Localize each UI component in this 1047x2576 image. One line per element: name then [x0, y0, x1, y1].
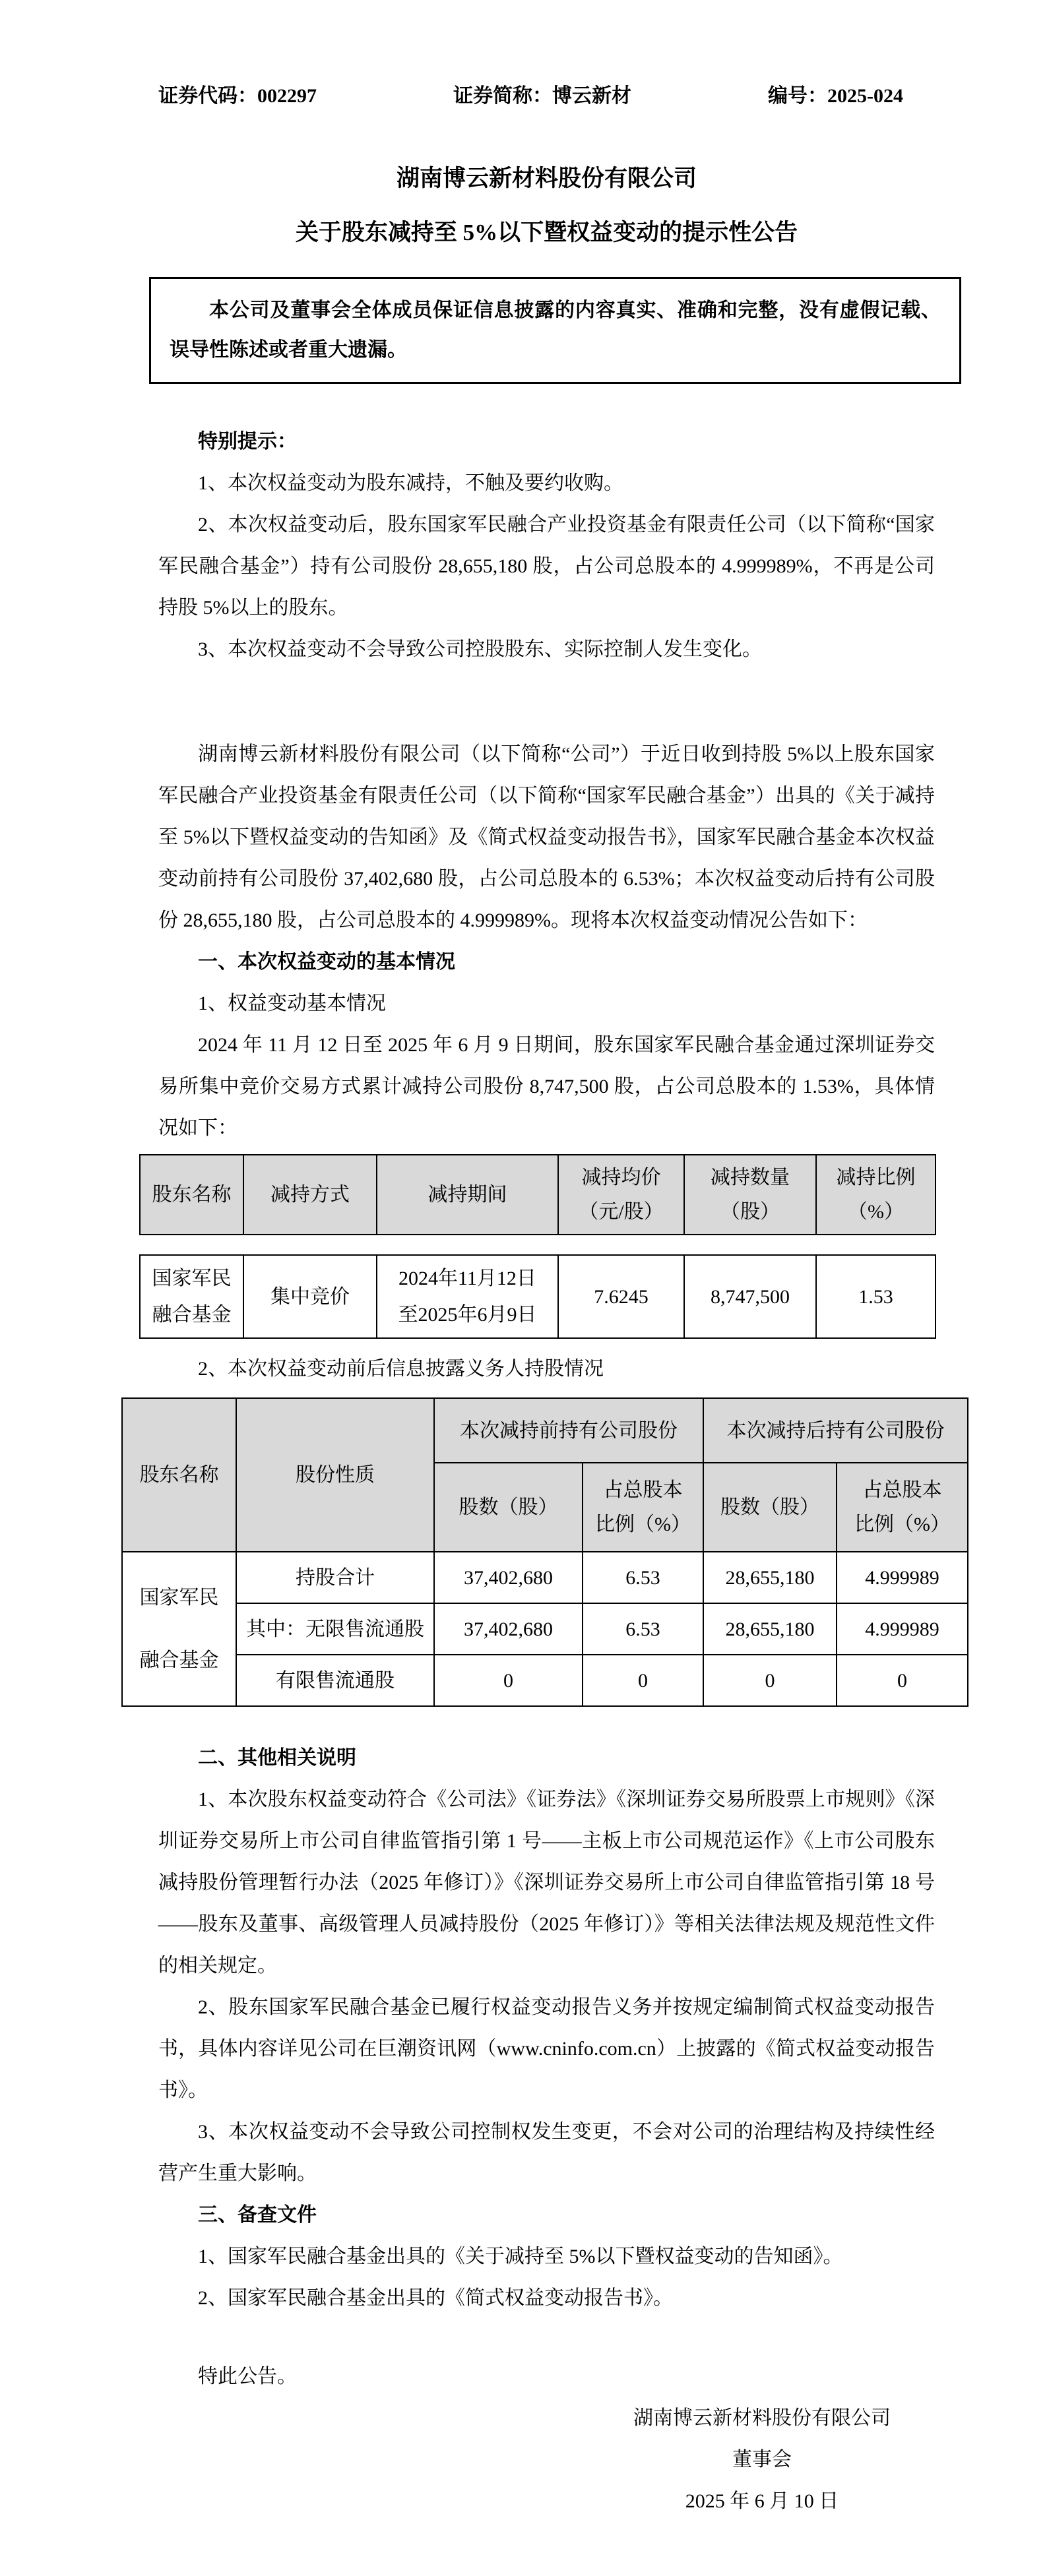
- cell-after-shares: 28,655,180: [703, 1603, 837, 1655]
- section2-paragraph: 1、本次股东权益变动符合《公司法》《证券法》《深圳证券交易所股票上市规则》《深圳证券交易所上市公司自律监管指引第 1 号——主板上市公司规范运作》《上市公司股东减持股份管理暂行办法（2025 年修订）》《深圳证券交易所上市公司自律监管指引第 18 号——股东及董事、高级管理人员减持股份（2025 年修订）》等相关法律法规及规范性文件的相关规定。: [158, 1789, 935, 1977]
- cell-after-ratio: 4.999989: [837, 1603, 968, 1655]
- cell-shareholder-name: 国家军民 融合基金: [140, 1255, 243, 1338]
- col-after-ratio: 占总股本 比例（%）: [837, 1463, 968, 1552]
- stock-code-label: 证券代码：002297: [158, 85, 317, 107]
- cell-share-nature: 持股合计: [236, 1552, 434, 1603]
- cell-reduction-period: 2024年11月12日 至2025年6月9日: [377, 1255, 558, 1338]
- disclaimer-text: 本公司及董事会全体成员保证信息披露的内容真实、准确和完整，没有虚假记载、误导性陈述或者重大遗漏。: [170, 299, 941, 361]
- table-row: [122, 1603, 968, 1655]
- col-reduction-method: 减持方式: [243, 1155, 377, 1235]
- special-notice-item: 2、本次权益变动后，股东国家军民融合产业投资基金有限责任公司（以下简称“国家军民融合基金”）持有公司股份 28,655,180 股，占公司总股本的 4.999989%，不再是公司持股 5%以上的股东。: [158, 514, 935, 619]
- doc-number-label: 编号：2025-024: [768, 85, 903, 107]
- cell-before-shares: 0: [434, 1655, 583, 1706]
- col-reduction-period: 减持期间: [377, 1155, 558, 1235]
- company-title-line: 湖南博云新材料股份有限公司: [396, 166, 697, 191]
- cell-reduction-method: 集中竞价: [243, 1255, 377, 1338]
- special-notice-heading: 特别提示：: [198, 431, 297, 452]
- signature-date: 2025 年 6 月 10 日: [685, 2490, 839, 2512]
- section3-item: 2、国家军民融合基金出具的《简式权益变动报告书》。: [198, 2287, 673, 2309]
- cell-share-nature: 有限售流通股: [236, 1655, 434, 1706]
- cell-after-shares: 28,655,180: [703, 1552, 837, 1603]
- cell-before-shares: 37,402,680: [434, 1552, 583, 1603]
- holdings-table: [121, 1397, 968, 1707]
- table-row: [122, 1655, 968, 1706]
- closing-statement: 特此公告。: [198, 2366, 297, 2387]
- cell-before-ratio: 0: [583, 1655, 703, 1706]
- table-row: [140, 1255, 936, 1338]
- section2-heading: 二、其他相关说明: [198, 1747, 356, 1769]
- col-before-shares: 股数（股）: [434, 1463, 583, 1552]
- reduction-table-header: [139, 1154, 936, 1235]
- announcement-title-line: 关于股东减持至 5%以下暨权益变动的提示性公告: [295, 220, 798, 245]
- section1-heading: 一、本次权益变动的基本情况: [198, 951, 455, 973]
- signature-board: 董事会: [732, 2449, 792, 2470]
- cell-after-ratio: 4.999989: [837, 1552, 968, 1603]
- section1-paragraph: 2024 年 11 月 12 日至 2025 年 6 月 9 日期间，股东国家军民融合基金通过深圳证券交易所集中竞价交易方式累计减持公司股份 8,747,500 股，占公司总股本的 1.53%，具体情况如下：: [158, 1034, 935, 1139]
- page-title: [158, 152, 935, 260]
- cell-reduction-pct: 1.53: [816, 1255, 936, 1338]
- section2-paragraph: 3、本次权益变动不会导致公司控制权发生变更，不会对公司的治理结构及持续性经营产生重大影响。: [158, 2121, 935, 2184]
- cell-before-ratio: 6.53: [583, 1552, 703, 1603]
- section3-heading: 三、备查文件: [198, 2204, 317, 2226]
- col-shareholder-name: 股东名称: [122, 1398, 236, 1552]
- signature-block: [607, 2397, 917, 2522]
- stock-short-name-label: 证券简称：博云新材: [453, 85, 631, 107]
- col-group-after: 本次减持后持有公司股份: [703, 1398, 968, 1463]
- section1-sub2-heading: 2、本次权益变动前后信息披露义务人持股情况: [198, 1358, 604, 1380]
- col-share-nature: 股份性质: [236, 1398, 434, 1552]
- cell-shareholder-name: 国家军民 融合基金: [122, 1552, 236, 1706]
- col-reduction-pct: 减持比例 （%）: [816, 1155, 936, 1235]
- col-group-before: 本次减持前持有公司股份: [434, 1398, 703, 1463]
- col-after-shares: 股数（股）: [703, 1463, 837, 1552]
- col-avg-price: 减持均价 （元/股）: [558, 1155, 684, 1235]
- section2-paragraph: 2、股东国家军民融合基金已履行权益变动报告义务并按规定编制简式权益变动报告书，具体内容详见公司在巨潮资讯网（www.cninfo.com.cn）上披露的《简式权益变动报告书》。: [158, 1996, 935, 2101]
- section3-item: 1、国家军民融合基金出具的《关于减持至 5%以下暨权益变动的告知函》。: [198, 2246, 843, 2267]
- section1-sub1-heading: 1、权益变动基本情况: [198, 993, 386, 1014]
- cell-avg-price: 7.6245: [558, 1255, 684, 1338]
- cell-reduction-qty: 8,747,500: [684, 1255, 816, 1338]
- col-before-ratio: 占总股本 比例（%）: [583, 1463, 703, 1552]
- cell-after-ratio: 0: [837, 1655, 968, 1706]
- doc-code-line: [158, 78, 935, 115]
- col-shareholder-name: 股东名称: [140, 1155, 243, 1235]
- cell-before-ratio: 6.53: [583, 1603, 703, 1655]
- special-notice-item: 1、本次权益变动为股东减持，不触及要约收购。: [198, 472, 623, 494]
- col-reduction-qty: 减持数量 （股）: [684, 1155, 816, 1235]
- cell-before-shares: 37,402,680: [434, 1603, 583, 1655]
- cell-share-nature: 其中：无限售流通股: [236, 1603, 434, 1655]
- table-row: [122, 1552, 968, 1603]
- intro-paragraph: 湖南博云新材料股份有限公司（以下简称“公司”）于近日收到持股 5%以上股东国家军民融合产业投资基金有限责任公司（以下简称“国家军民融合基金”）出具的《关于减持至 5%以下暨权益变动的告知函》及《简式权益变动报告书》，国家军民融合基金本次权益变动前持有公司股份 37,402,680 股，占公司总股本的 6.53%；本次权益变动后持有公司股份 28,655,180 股，占公司总股本的 4.999989%。现将本次权益变动情况公告如下：: [158, 743, 935, 931]
- reduction-table-body: [139, 1254, 936, 1339]
- disclaimer-box: [149, 277, 961, 384]
- signature-company: 湖南博云新材料股份有限公司: [633, 2407, 891, 2429]
- cell-after-shares: 0: [703, 1655, 837, 1706]
- special-notice-item: 3、本次权益变动不会导致公司控股股东、实际控制人发生变化。: [198, 638, 762, 660]
